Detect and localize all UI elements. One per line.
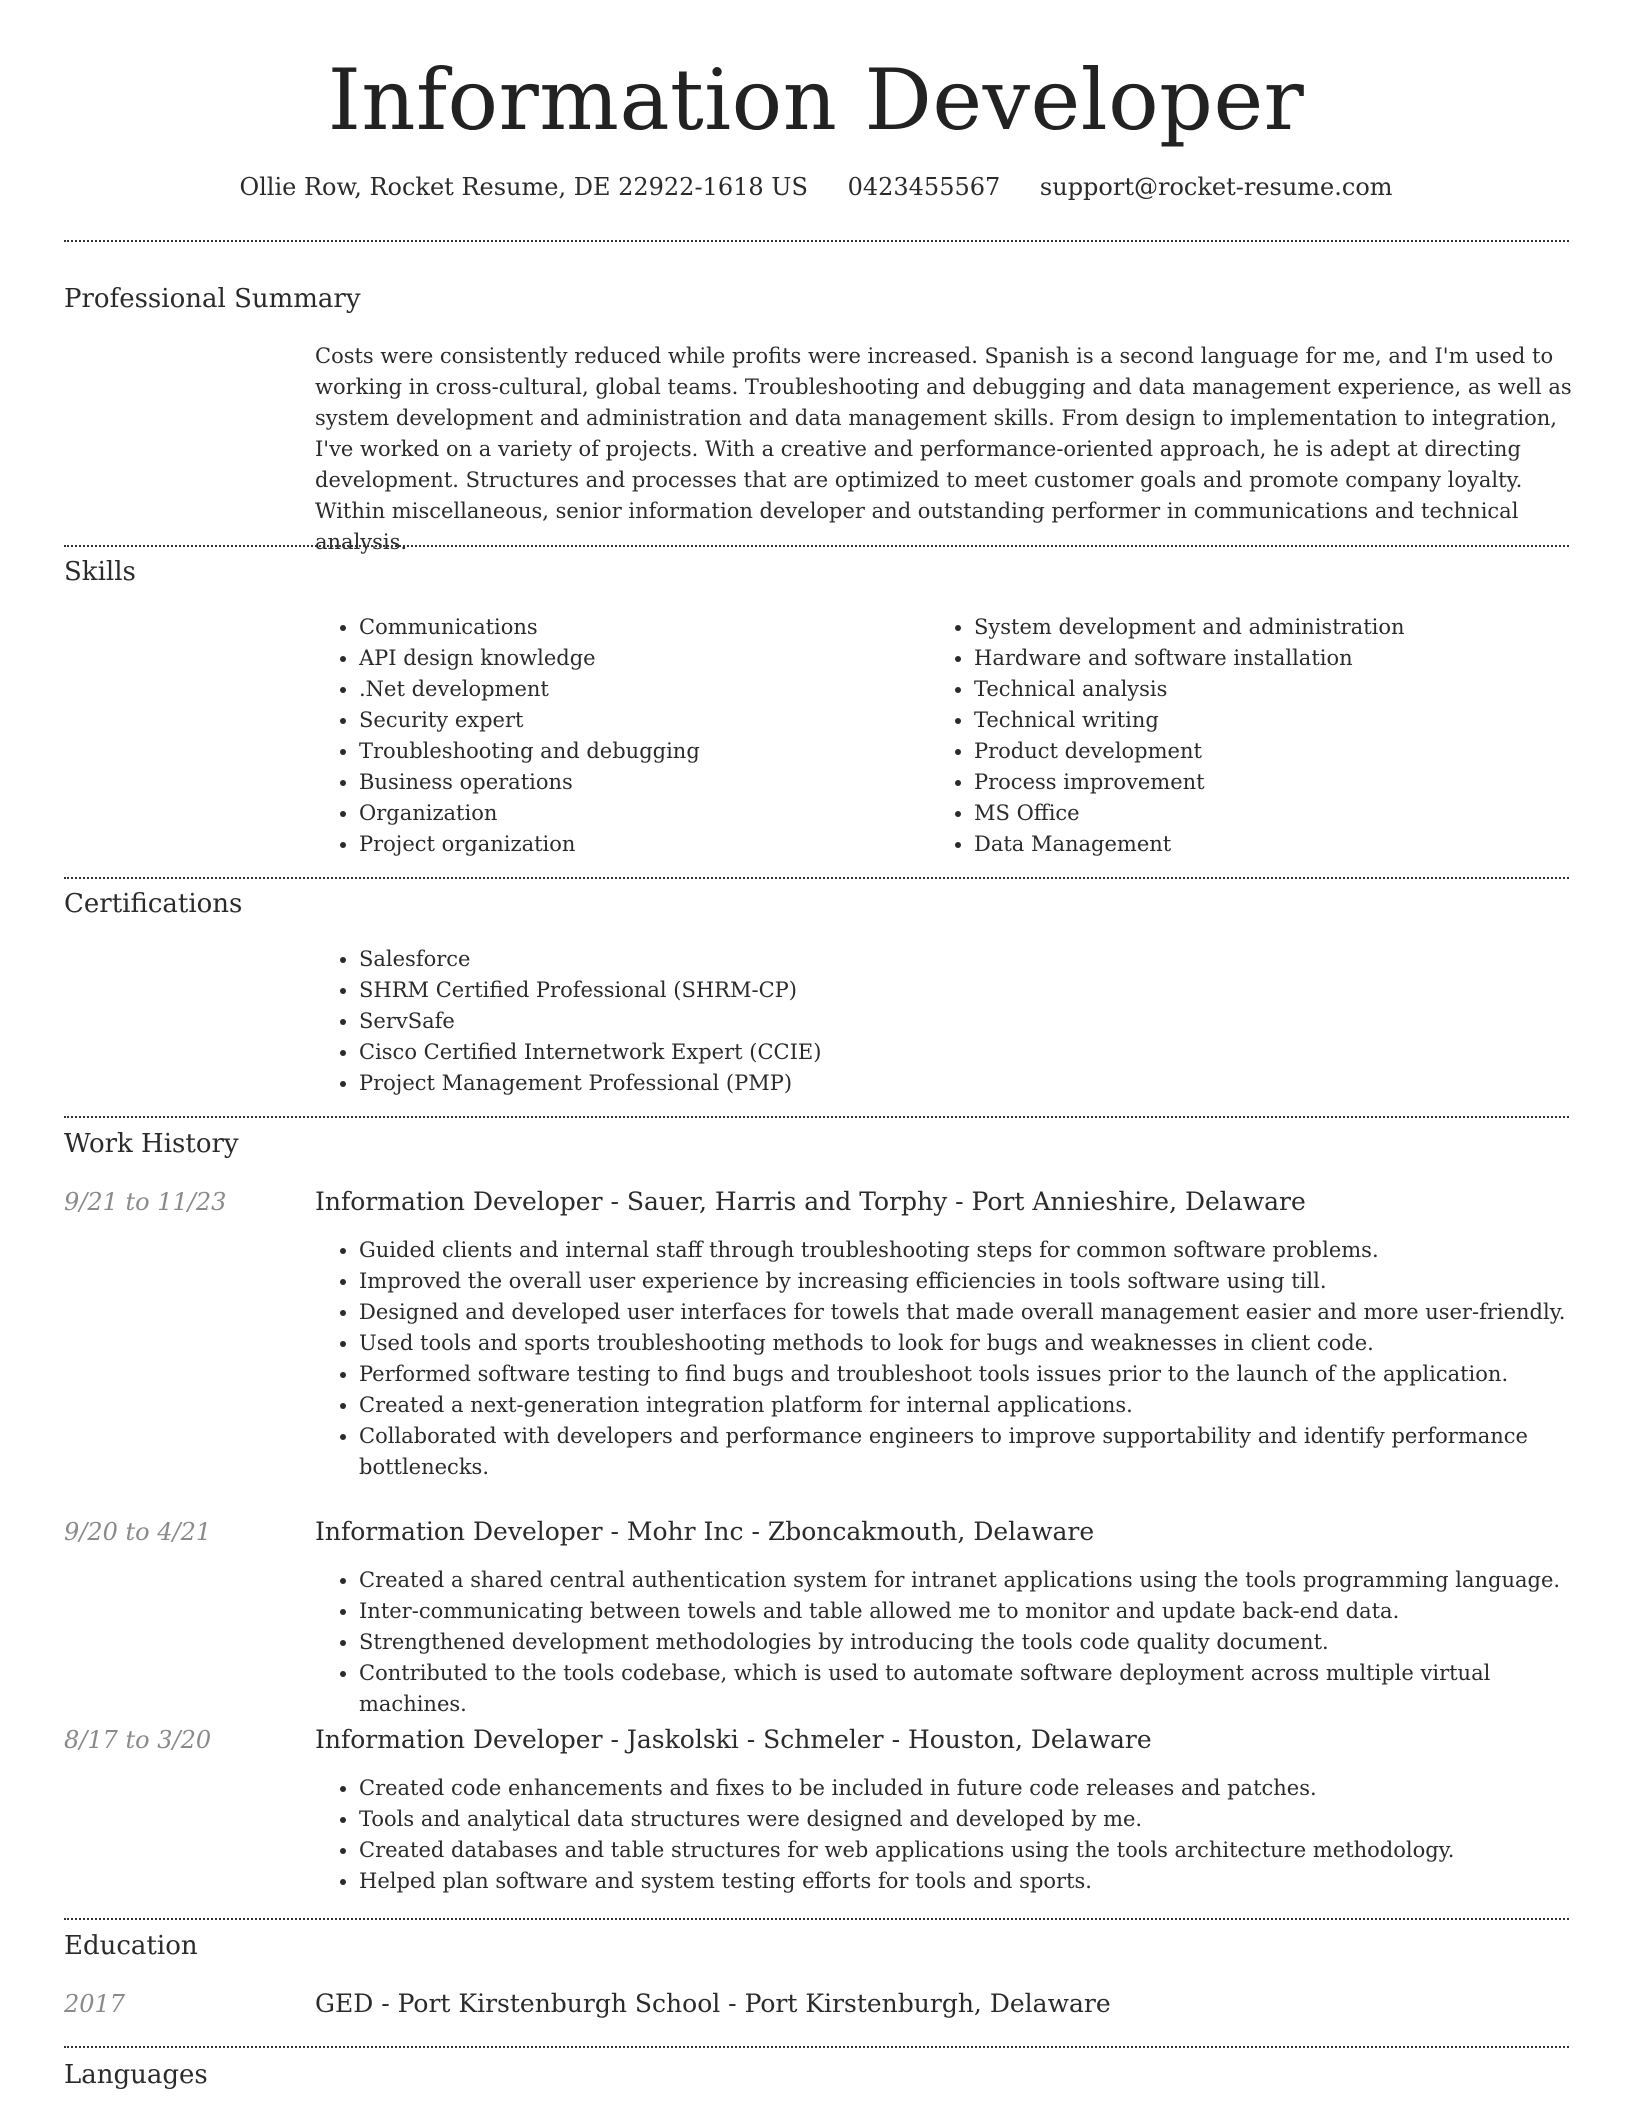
job-bullet: • Used tools and sports troubleshooting methods to look for bugs and weaknesses in client code. bbox=[359, 1328, 1599, 1359]
job-bullet: • Created a shared central authentication system for intranet applications using the tools programming language. bbox=[359, 1565, 1599, 1596]
section-title-skills: Skills bbox=[64, 557, 136, 587]
resume-title: Information Developer bbox=[327, 51, 1305, 149]
section-title-summary: Professional Summary bbox=[64, 284, 361, 314]
section-divider bbox=[64, 2046, 1569, 2048]
job-bullet: • Performed software testing to find bugs and troubleshoot tools issues prior to the launch of the application. bbox=[359, 1359, 1599, 1390]
certification-item: • SHRM Certified Professional (SHRM-CP) bbox=[359, 975, 1599, 1006]
section-divider bbox=[64, 545, 1569, 547]
job-bullet: • Tools and analytical data structures were designed and developed by me. bbox=[359, 1804, 1599, 1835]
skills-list-left bbox=[315, 612, 919, 860]
skill-item: • Technical writing bbox=[974, 705, 1594, 736]
section-title-languages: Languages bbox=[64, 2060, 208, 2090]
certification-item: • Salesforce bbox=[359, 944, 1599, 975]
job-heading: Information Developer - Sauer, Harris and Torphy - Port Annieshire, Delaware bbox=[315, 1187, 1306, 1216]
job-bullets bbox=[315, 1565, 1599, 1720]
skill-item: • Troubleshooting and debugging bbox=[359, 736, 919, 767]
job-bullet: • Created databases and table structures for web applications using the tools architecture methodology. bbox=[359, 1835, 1599, 1866]
section-divider bbox=[64, 1116, 1569, 1118]
job-dates: 8/17 to 3/20 bbox=[64, 1726, 212, 1754]
skill-item: • Communications bbox=[359, 612, 919, 643]
section-title-education: Education bbox=[64, 1931, 198, 1961]
job-bullet: • Guided clients and internal staff through troubleshooting steps for common software problems. bbox=[359, 1235, 1599, 1266]
job-bullets bbox=[315, 1235, 1599, 1483]
job-bullet: • Created a next-generation integration platform for internal applications. bbox=[359, 1390, 1599, 1421]
skill-item: • MS Office bbox=[974, 798, 1594, 829]
job-bullet: • Improved the overall user experience by increasing efficiencies in tools software using till. bbox=[359, 1266, 1599, 1297]
section-divider bbox=[64, 240, 1569, 242]
skill-item: • Process improvement bbox=[974, 767, 1594, 798]
job-heading: Information Developer - Jaskolski - Schmeler - Houston, Delaware bbox=[315, 1725, 1152, 1754]
skill-item: • Product development bbox=[974, 736, 1594, 767]
education-year: 2017 bbox=[64, 1990, 126, 2018]
skill-item: • Technical analysis bbox=[974, 674, 1594, 705]
job-bullet: • Inter-communicating between towels and table allowed me to monitor and update back-end data. bbox=[359, 1596, 1599, 1627]
job-heading: Information Developer - Mohr Inc - Zboncakmouth, Delaware bbox=[315, 1517, 1095, 1546]
job-bullet: • Created code enhancements and fixes to be included in future code releases and patches. bbox=[359, 1773, 1599, 1804]
skills-list-right bbox=[930, 612, 1594, 860]
section-title-certifications: Certifications bbox=[64, 889, 243, 919]
summary-text: Costs were consistently reduced while profits were increased. Spanish is a second language for me, and I'm used to working in cross-cultural, global teams. Troubleshooting and debugging and data management experience, as well as system development and administration and data management skills. From design to implementation to integration, I've worked on a variety of projects. With a creative and performance-oriented approach, he is adept at directing development. Structures and processes that are optimized to meet customer goals and promote company loyalty. Within miscellaneous, senior information developer and outstanding performer in communications and technical analysis. bbox=[315, 344, 1572, 554]
skill-item: • Business operations bbox=[359, 767, 919, 798]
job-dates: 9/20 to 4/21 bbox=[64, 1518, 212, 1546]
job-bullet: • Helped plan software and system testing efforts for tools and sports. bbox=[359, 1866, 1599, 1897]
contact-line bbox=[0, 170, 1632, 204]
job-bullet: • Designed and developed user interfaces for towels that made overall management easier and more user-friendly. bbox=[359, 1297, 1599, 1328]
contact-address: Ollie Row, Rocket Resume, DE 22922-1618 US bbox=[239, 173, 808, 201]
section-title-work-history: Work History bbox=[64, 1129, 239, 1159]
skill-item: • .Net development bbox=[359, 674, 919, 705]
skill-item: • System development and administration bbox=[974, 612, 1594, 643]
contact-email: support@rocket-resume.com bbox=[1039, 173, 1393, 201]
section-divider bbox=[64, 877, 1569, 879]
skill-item: • Organization bbox=[359, 798, 919, 829]
job-bullet: • Strengthened development methodologies by introducing the tools code quality document. bbox=[359, 1627, 1599, 1658]
skill-item: • Project organization bbox=[359, 829, 919, 860]
section-divider bbox=[64, 1918, 1569, 1920]
certification-item: • ServSafe bbox=[359, 1006, 1599, 1037]
skill-item: • API design knowledge bbox=[359, 643, 919, 674]
skill-item: • Hardware and software installation bbox=[974, 643, 1594, 674]
education-heading: GED - Port Kirstenburgh School - Port Kirstenburgh, Delaware bbox=[315, 1989, 1111, 2018]
skill-item: • Data Management bbox=[974, 829, 1594, 860]
skill-item: • Security expert bbox=[359, 705, 919, 736]
job-bullet: • Collaborated with developers and performance engineers to improve supportability and identify performance bottlenecks. bbox=[359, 1421, 1599, 1483]
contact-phone: 0423455567 bbox=[847, 173, 1001, 201]
certification-item: • Cisco Certified Internetwork Expert (CCIE) bbox=[359, 1037, 1599, 1068]
job-bullets bbox=[315, 1773, 1599, 1897]
certifications-list bbox=[315, 944, 1599, 1099]
job-dates: 9/21 to 11/23 bbox=[64, 1188, 227, 1216]
job-bullet: • Contributed to the tools codebase, which is used to automate software deployment across multiple virtual machines. bbox=[359, 1658, 1599, 1720]
certification-item: • Project Management Professional (PMP) bbox=[359, 1068, 1599, 1099]
